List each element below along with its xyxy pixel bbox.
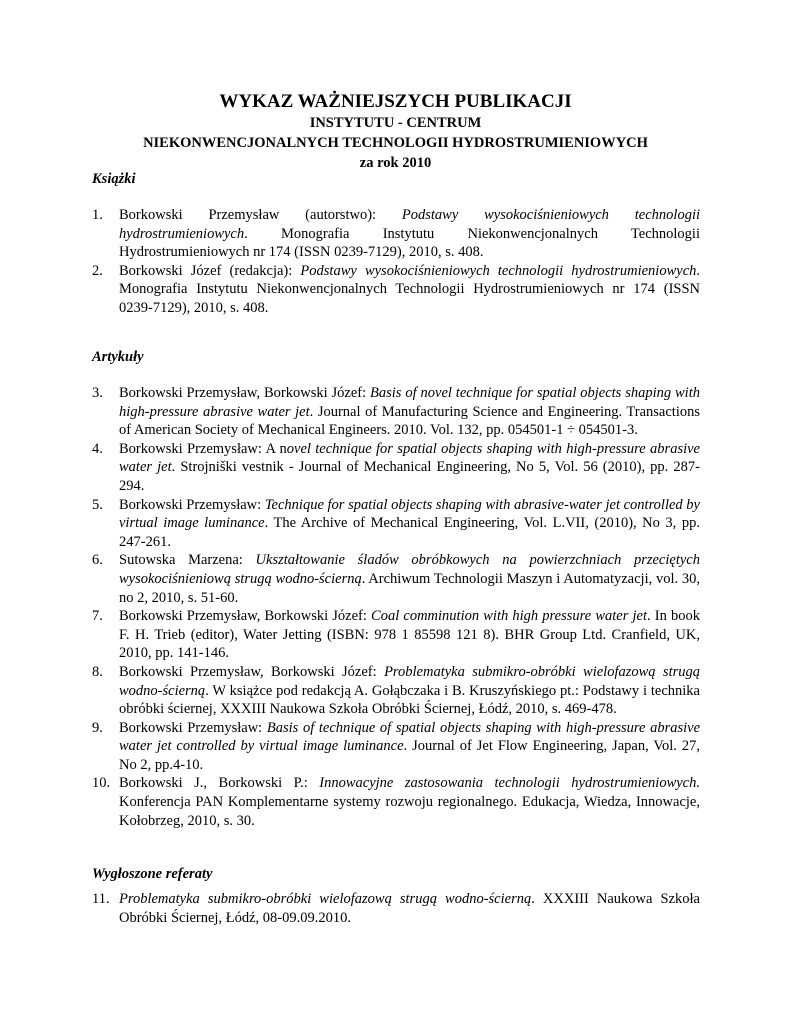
item-number: 1.	[92, 207, 103, 223]
item-source: . In book F. H. Trieb (editor), Water Jetting (ISBN: 978 1 85598 121 8). BHR Group Ltd. Cranfield, UK, 2010, pp. 141-146.	[119, 608, 700, 662]
publication-item	[92, 384, 700, 440]
item-authors: Borkowski Przemysław (autorstwo):	[119, 207, 402, 223]
item-authors: Borkowski Przemysław:	[119, 496, 265, 513]
publication-item	[92, 262, 700, 318]
item-number: 2.	[92, 262, 103, 279]
publication-item	[92, 551, 700, 607]
item-authors: Borkowski J., Borkowski P.:	[119, 775, 320, 792]
item-number: 10.	[92, 775, 111, 792]
item-source: . Monografia Instytutu Niekonwencjonalnych Technologii Hydrostrumieniowych nr 174 (ISSN 0239-7129), 2010, s. 408.	[119, 262, 700, 316]
item-number: 8.	[92, 663, 103, 680]
articles-list	[92, 384, 700, 830]
section-heading-articles: Artykuły	[92, 349, 144, 365]
item-source: . Monografia Instytutu Niekonwencjonalnych Technologii Hydrostrumieniowych nr 174 (ISSN 0239-7129), 2010, s. 408.	[119, 225, 700, 261]
publication-item	[92, 663, 700, 719]
item-source: Konferencja PAN Komplementarne systemy rozwoju regionalnego. Edukacja, Wiedza, Innowacje, Kołobrzeg, 2010, s. 30.	[119, 794, 700, 829]
item-number: 7.	[92, 608, 103, 625]
item-number: 11.	[92, 891, 110, 907]
item-authors: Borkowski Przemysław, Borkowski Józef:	[119, 385, 371, 401]
publication-item	[92, 719, 700, 775]
talks-list	[92, 890, 700, 927]
item-number: 5.	[92, 496, 103, 513]
item-title: Problematyka submikro-obróbki wielofazową strugą wodno-ścierną	[119, 891, 532, 907]
publication-item	[92, 496, 700, 552]
section-heading-talks: Wygłoszone referaty	[92, 866, 213, 882]
item-title: Podstawy wysokociśnieniowych technologii hydrostrumieniowych	[119, 207, 701, 242]
subtitle-year: za rok 2010	[359, 155, 432, 171]
item-source: . Journal of Jet Flow Engineering, Japan, Vol. 27, No 2, pp.4-10.	[119, 738, 700, 773]
item-title: Innowacyjne zastosowania technologii hydrostrumieniowych.	[319, 775, 700, 792]
item-authors: Borkowski Józef (redakcja):	[119, 262, 301, 279]
item-authors: Borkowski Przemysław: A n	[119, 440, 287, 457]
item-authors: Borkowski Przemysław:	[119, 719, 267, 736]
item-source: . Strojniški vestnik - Journal of Mechanical Engineering, No 5, Vol. 56 (2010), pp. 287-294.	[119, 459, 700, 494]
item-authors: Borkowski Przemysław, Borkowski Józef:	[119, 608, 372, 625]
subtitle-institute: INSTYTUTU - CENTRUM	[309, 115, 482, 131]
item-source: . XXXIII Naukowa Szkoła Obróbki Ściernej, Łódź, 08-09.09.2010.	[119, 891, 700, 926]
item-source: . The Archive of Mechanical Engineering, Vol. L.VII, (2010), No 3, pp. 247-261.	[119, 515, 700, 550]
publication-item	[92, 890, 700, 927]
item-title: Ukształtowanie śladów obróbkowych na powierzchniach przeciętych wysokociśnieniową strugą wodno-ścierną	[119, 552, 700, 587]
publication-item	[92, 607, 700, 663]
subtitle-center: NIEKONWENCJONALNYCH TECHNOLOGII HYDROSTRUMIENIOWYCH	[143, 135, 648, 151]
item-title: Problematyka submikro-obróbki wielofazową strugą wodno-ścierną	[119, 663, 700, 699]
item-title: Podstawy wysokociśnieniowych technologii hydrostrumieniowych	[300, 262, 697, 279]
item-title: ovel technique for spatial objects shaping with high-pressure abrasive water jet	[119, 440, 700, 476]
item-title: Technique for spatial objects shaping with abrasive-water jet controlled by virtual image luminance	[119, 496, 700, 532]
publication-item	[92, 206, 700, 262]
item-source: . W książce pod redakcją A. Gołąbczaka i B. Kruszyńskiego pt.: Podstawy i technika obróbki ściernej, XXXIII Naukowa Szkoła Obróbki Ściernej, Łódź, 2010, s. 469-478.	[119, 682, 700, 718]
document-title: WYKAZ WAŻNIEJSZYCH PUBLIKACJI	[219, 91, 572, 112]
item-source: . Archiwum Technologii Maszyn i Automatyzacji, vol. 30, no 2, 2010, s. 51-60.	[119, 570, 700, 606]
section-heading-books: Książki	[92, 171, 136, 187]
books-list	[92, 206, 700, 318]
item-authors: Borkowski Przemysław, Borkowski Józef:	[119, 663, 385, 680]
item-authors: Sutowska Marzena:	[119, 552, 256, 569]
item-number: 6.	[92, 552, 103, 569]
item-number: 4.	[92, 440, 103, 457]
item-number: 9.	[92, 719, 103, 736]
publication-item	[92, 440, 700, 496]
item-title: Basis of technique of spatial objects shaping with high-pressure abrasive water jet controlled by virtual image luminance	[119, 719, 701, 755]
publication-item	[92, 774, 700, 830]
item-source: . Journal of Manufacturing Science and Engineering. Transactions of American Society of Mechanical Engineers. 2010. Vol. 132, pp. 054501-1 ÷ 054501-3.	[119, 403, 700, 439]
item-number: 3.	[92, 385, 103, 401]
item-title: Coal comminution with high pressure water jet	[371, 608, 647, 625]
item-title: Basis of novel technique for spatial objects shaping with high-pressure abrasive water jet	[119, 385, 700, 420]
